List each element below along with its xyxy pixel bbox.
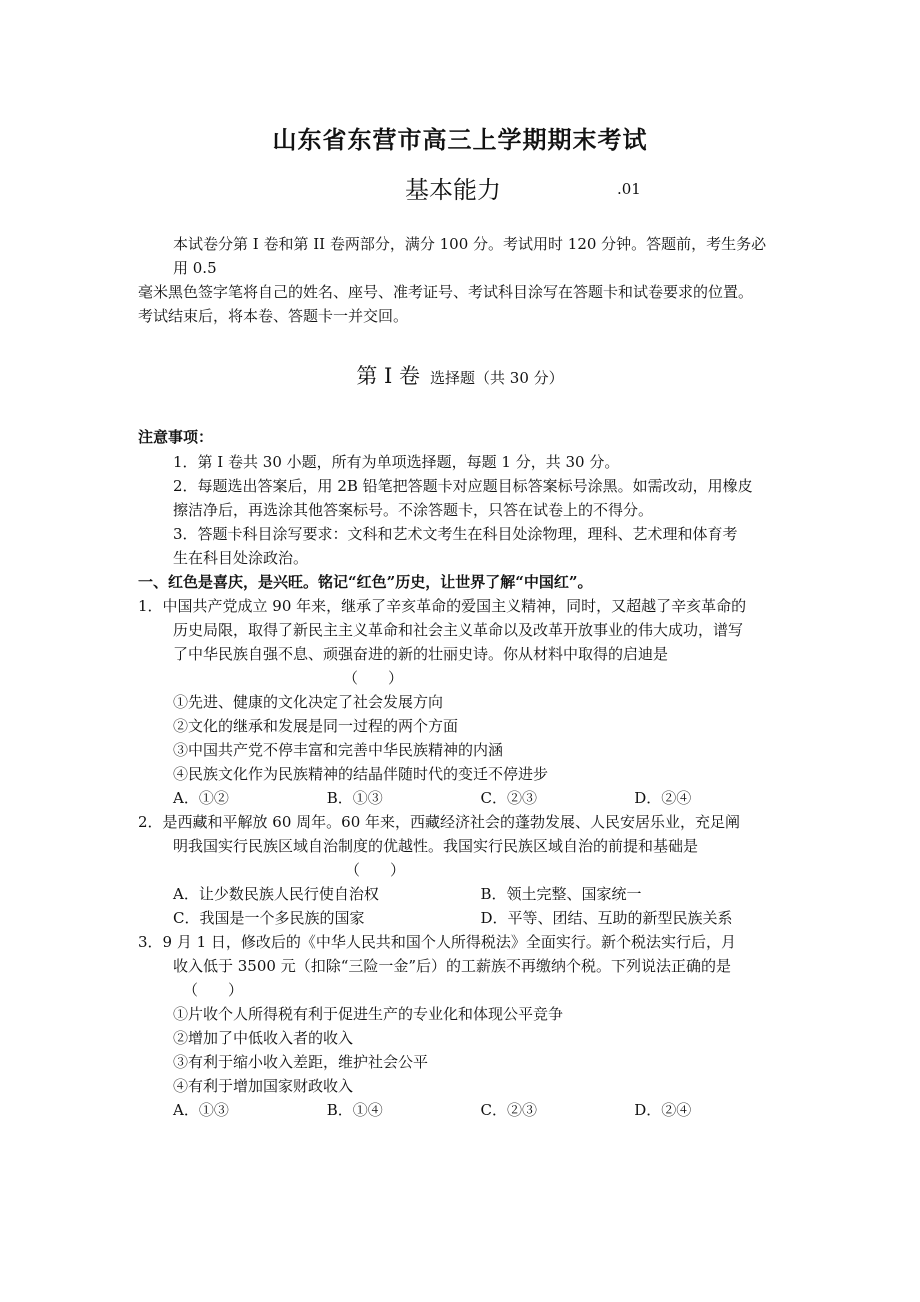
answer-paren: （ ） bbox=[345, 861, 406, 879]
question-2 bbox=[138, 810, 788, 930]
question-1 bbox=[138, 594, 788, 810]
intro-line: 用 0.5 bbox=[173, 259, 217, 277]
intro-line: 毫米黑色签字笔将自己的姓名、座号、准考证号、考试科目涂写在答题卡和试卷要求的位置。 bbox=[138, 283, 754, 301]
statement: ④有利于增加国家财政收入 bbox=[173, 1077, 354, 1095]
note-item: 1．第 I 卷共 30 小题，所有为单项选择题，每题 1 分，共 30 分。 bbox=[173, 453, 620, 471]
note-item: 3．答题卡科目涂写要求：文科和艺术文考生在科目处涂物理，理科、艺术理和体育考 bbox=[173, 525, 738, 543]
statement: ②增加了中低收入者的收入 bbox=[173, 1029, 354, 1047]
options-row bbox=[138, 882, 788, 906]
option-d: D．②④ bbox=[634, 789, 692, 807]
option-a: A．让少数民族人民行使自治权 bbox=[173, 885, 379, 903]
note-item: 生在科目处涂政治。 bbox=[173, 549, 309, 567]
exam-date: .01 bbox=[617, 180, 641, 198]
answer-paren: （ ） bbox=[343, 669, 404, 687]
statement: ③有利于缩小收入差距，维护社会公平 bbox=[173, 1053, 429, 1071]
option-d: D．平等、团结、互助的新型民族关系 bbox=[480, 909, 733, 927]
section-sub: 选择题（共 30 分） bbox=[430, 369, 564, 387]
options-row bbox=[138, 786, 788, 810]
question-line: 明我国实行民族区域自治制度的优越性。我国实行民族区域自治的前提和基础是 bbox=[173, 837, 699, 855]
option-c: C．②③ bbox=[480, 789, 537, 807]
intro-line: 考试结束后，将本卷、答题卡一并交回。 bbox=[138, 307, 409, 325]
note-item: 2．每题选出答案后，用 2B 铅笔把答题卡对应题目标答案标号涂黑。如需改动，用橡皮 bbox=[173, 477, 753, 495]
options-row bbox=[138, 906, 788, 930]
option-c: C．我国是一个多民族的国家 bbox=[173, 909, 365, 927]
options-row bbox=[138, 1098, 788, 1122]
statement: ①先进、健康的文化决定了社会发展方向 bbox=[173, 693, 444, 711]
question-line: 3．9 月 1 日，修改后的《中华人民共和国个人所得税法》全面实行。新个税法实行后，月 bbox=[138, 933, 736, 951]
questions bbox=[138, 570, 788, 1122]
option-b: B．①④ bbox=[326, 1101, 383, 1119]
section-main: 第 I 卷 bbox=[356, 364, 421, 388]
section-heading bbox=[0, 360, 920, 390]
question-line: 收入低于 3500 元（扣除“三险一金”后）的工薪族不再缴纳个税。下列说法正确的是 bbox=[173, 957, 732, 975]
statement: ①片收个人所得税有利于促进生产的专业化和体现公平竞争 bbox=[173, 1005, 564, 1023]
option-a: A．①② bbox=[173, 789, 229, 807]
question-line: 了中华民族自强不息、顽强奋进的新的壮丽史诗。你从材料中取得的启迪是 bbox=[173, 645, 669, 663]
notes-list bbox=[138, 450, 788, 570]
note-item: 擦洁净后，再选涂其他答案标号。不涂答题卡，只答在试卷上的不得分。 bbox=[173, 501, 654, 519]
intro-line: 本试卷分第 I 卷和第 II 卷两部分，满分 100 分。考试用时 120 分钟。答题前，考生务必 bbox=[173, 235, 767, 253]
option-a: A．①③ bbox=[173, 1101, 229, 1119]
statement: ②文化的继承和发展是同一过程的两个方面 bbox=[173, 717, 459, 735]
notes-heading: 注意事项： bbox=[138, 428, 214, 446]
question-line: 历史局限，取得了新民主主义革命和社会主义革命以及改革开放事业的伟大成功，谱写 bbox=[173, 621, 744, 639]
part1-heading: 一、红色是喜庆，是兴旺。铭记“红色”历史，让世界了解“中国红”。 bbox=[138, 573, 593, 591]
option-c: C．②③ bbox=[480, 1101, 537, 1119]
statement: ③中国共产党不停丰富和完善中华民族精神的内涵 bbox=[173, 741, 504, 759]
answer-paren: （ ） bbox=[183, 981, 244, 999]
exam-subtitle: 基本能力 bbox=[405, 176, 501, 204]
option-b: B．领土完整、国家统一 bbox=[480, 885, 642, 903]
question-line: 1．中国共产党成立 90 年来，继承了辛亥革命的爱国主义精神，同时，又超越了辛亥革命的 bbox=[138, 597, 747, 615]
question-line: 2．是西藏和平解放 60 周年。60 年来，西藏经济社会的蓬勃发展、人民安居乐业，充足阐 bbox=[138, 813, 741, 831]
statement: ④民族文化作为民族精神的结晶伴随时代的变迁不停进步 bbox=[173, 765, 549, 783]
option-d: D．②④ bbox=[634, 1101, 692, 1119]
option-b: B．①③ bbox=[326, 789, 383, 807]
question-3 bbox=[138, 930, 788, 1122]
exam-title: 山东省东营市高三上学期期末考试 bbox=[272, 125, 648, 154]
intro-paragraph bbox=[138, 232, 788, 328]
